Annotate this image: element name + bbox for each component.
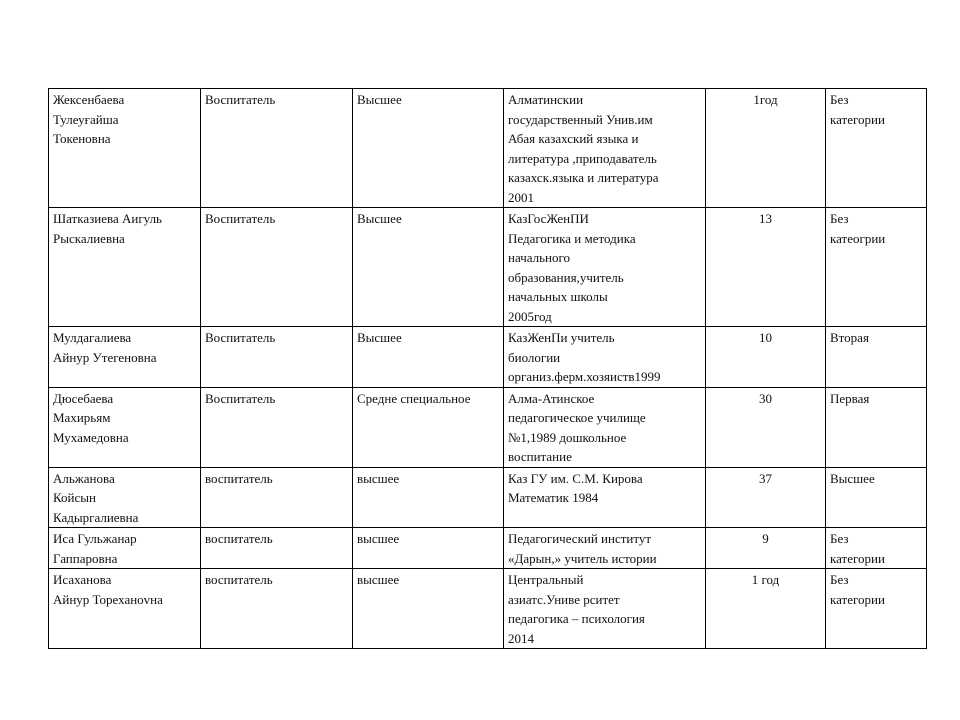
teacher-name: Альжанова Койсын Кадыргалиевна [49, 467, 201, 528]
qualification-category: Без категории [826, 569, 927, 649]
teacher-institution: Центральный азиатс.Униве рситет педагогика – психология 2014 [504, 569, 706, 649]
teacher-position: Воспитатель [201, 208, 353, 327]
teacher-name: Иса Гульжанар Гаппаровна [49, 528, 201, 569]
teaching-experience: 9 [706, 528, 826, 569]
staff-table [48, 88, 927, 649]
teaching-experience: 10 [706, 327, 826, 388]
teacher-name: Исаханова Айнур Тореханоvна [49, 569, 201, 649]
teaching-experience: 1 год [706, 569, 826, 649]
teacher-position: воспитатель [201, 569, 353, 649]
teacher-education: Средне специальное [353, 387, 504, 467]
teacher-institution: КазГосЖенПИ Педагогика и методика начального образования,учитель начальных школы 2005год [504, 208, 706, 327]
teacher-institution: Педагогический институт «Дарын,» учитель истории [504, 528, 706, 569]
teacher-education: Высшее [353, 327, 504, 388]
table-row [49, 569, 927, 649]
teacher-name: Шатказиева Аигуль Рыскалиевна [49, 208, 201, 327]
teaching-experience: 37 [706, 467, 826, 528]
teacher-education: Высшее [353, 89, 504, 208]
qualification-category: Вторая [826, 327, 927, 388]
teacher-position: Воспитатель [201, 387, 353, 467]
qualification-category: Без катеогрии [826, 208, 927, 327]
teaching-experience: 1год [706, 89, 826, 208]
teacher-education: высшее [353, 528, 504, 569]
table-row [49, 89, 927, 208]
teaching-experience: 13 [706, 208, 826, 327]
teacher-institution: КазЖенПи учитель биологии организ.ферм.хозяиств1999 [504, 327, 706, 388]
table-row [49, 528, 927, 569]
teacher-institution: Алматинскии государственный Унив.им Абая казахский языка и литература ,приподаватель казахск.языка и литература 2001 [504, 89, 706, 208]
table-row [49, 387, 927, 467]
teacher-position: Воспитатель [201, 89, 353, 208]
qualification-category: Первая [826, 387, 927, 467]
teacher-name: Жексенбаева Тулеуғайша Токеновна [49, 89, 201, 208]
qualification-category: Без категории [826, 528, 927, 569]
teacher-position: воспитатель [201, 528, 353, 569]
qualification-category: Без категории [826, 89, 927, 208]
teacher-name: Дюсебаева Махирьям Мухамедовна [49, 387, 201, 467]
teacher-education: Высшее [353, 208, 504, 327]
teacher-position: воспитатель [201, 467, 353, 528]
teaching-experience: 30 [706, 387, 826, 467]
qualification-category: Высшее [826, 467, 927, 528]
teacher-institution: Каз ГУ им. С.М. Кирова Математик 1984 [504, 467, 706, 528]
teacher-name: Мулдагалиева Айнур Утегеновна [49, 327, 201, 388]
table-row [49, 327, 927, 388]
teacher-institution: Алма-Атинское педагогическое училище №1,1989 дошкольное воспитание [504, 387, 706, 467]
table-row [49, 467, 927, 528]
teacher-education: высшее [353, 467, 504, 528]
table-row [49, 208, 927, 327]
teacher-education: высшее [353, 569, 504, 649]
teacher-position: Воспитатель [201, 327, 353, 388]
